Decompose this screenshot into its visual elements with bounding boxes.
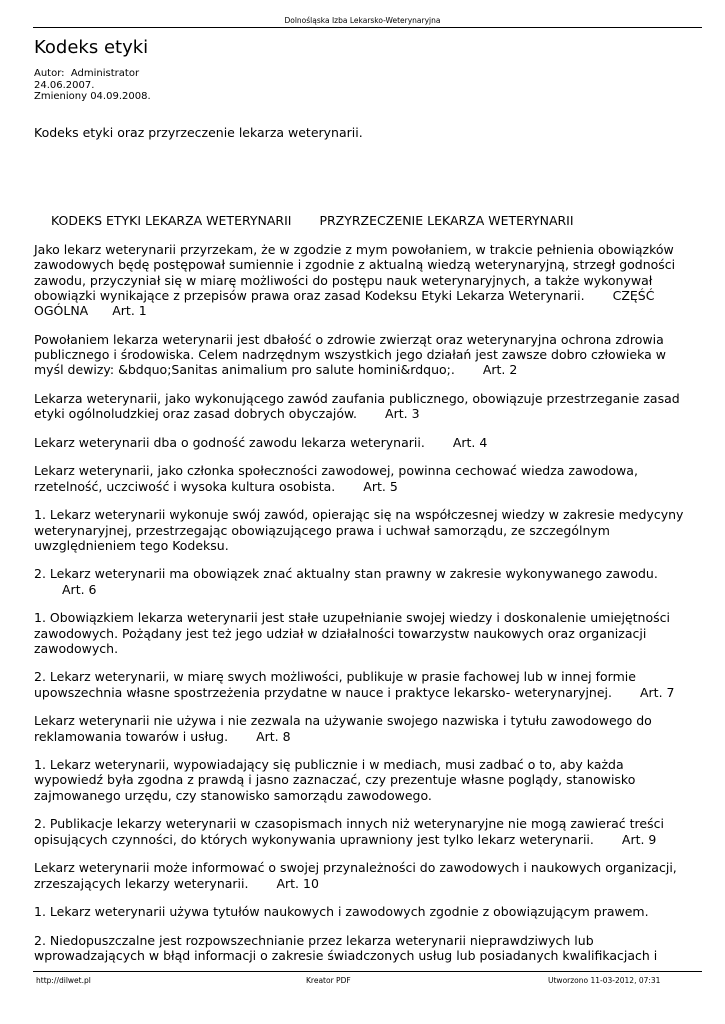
footer-divider: [33, 971, 702, 972]
modified-date: Zmieniony 04.09.2008.: [34, 91, 151, 102]
paragraph: 2. Publikacje lekarzy weterynarii w czasopismach innych niż weterynaryjne nie mogą zawierać treści opisujących czynności, do których wykonywania uprawniony jest tylko lekarz weterynarii. Art. 9: [34, 816, 664, 847]
section-headings: [34, 213, 684, 228]
paragraph: 1. Obowiązkiem lekarza weterynarii jest stałe uzupełnianie swojej wiedzy i doskonalenie umiejętności zawodowych. Pożądany jest też jego udział w działalności towarzystw naukowych oraz organizacji zawodowych.: [34, 610, 670, 656]
paragraph: 1. Lekarz weterynarii używa tytułów naukowych i zawodowych zgodnie z obowiązującym prawem.: [34, 904, 649, 920]
paragraph: 2. Lekarz weterynarii ma obowiązek znać aktualny stan prawny w zakresie wykonywanego zawodu.Art. 6: [34, 566, 658, 597]
page-header-org: Dolnośląska Izba Lekarsko-Weterynaryjna: [284, 16, 441, 25]
article-body: [34, 213, 684, 977]
paragraph: 2. Niedopuszczalne jest rozpowszechnianie przez lekarza weterynarii nieprawdziwych lub wprowadzających w błąd informacji o zakresie świadczonych usług lub posiadanych kwalifikacjach i: [34, 932, 658, 964]
paragraph: Lekarz weterynarii, jako członka społeczności zawodowej, powinna cechować wiedza zawodowa, rzetelność, uczciwość i wysoka kultura osobista. Art. 5: [34, 463, 638, 494]
paragraph: 1. Lekarz weterynarii wykonuje swój zawód, opierając się na współczesnej wiedzy w zakresie medycyny weterynaryjnej, przestrzegając obowiązującego prawa i uchwał samorządu, ze szczególnym uwzględnieniem tego Kodeksu.: [34, 507, 684, 553]
header-divider: [33, 27, 702, 28]
paragraph: Lekarz weterynarii nie używa i nie zezwala na używanie swojego nazwiska i tytułu zawodowego do reklamowania towarów i usług. Art. 8: [34, 713, 652, 744]
paragraph: 2. Lekarz weterynarii, w miarę swych możliwości, publikuje w prasie fachowej lub w innej formie upowszechnia własne spostrzeżenia przydatne w nauce i praktyce lekarsko- weterynaryjnej. Art. 7: [34, 669, 675, 700]
page-title: Kodeks etyki: [34, 37, 149, 58]
created-date: 24.06.2007.: [34, 79, 95, 91]
paragraph: 1. Lekarz weterynarii, wypowiadający się publicznie i w mediach, musi zadbać o to, aby każda wypowiedź była zgodna z prawdą i jasno zaznaczać, czy prezentuje własne poglądy, stanowisko zajmowanego urzędu, czy stanowisko samorządu zawodowego.: [34, 757, 636, 803]
paragraph: Powołaniem lekarza weterynarii jest dbałość o zdrowie zwierząt oraz weterynaryjna ochrona zdrowia publicznego i środowiska. Celem nadrzędnym wszystkich jego działań jest zawsze dobro człowieka w myśl dewizy: &bdquo;Sanitas animalium pro salute homini&rdquo;. Art. 2: [34, 331, 666, 378]
footer-created: Utworzono 11-03-2012, 07:31: [548, 976, 661, 985]
footer-url-link[interactable]: http://dilwet.pl: [36, 976, 91, 985]
article-intro: Kodeks etyki oraz przyrzeczenie lekarza weterynarii.: [34, 125, 363, 140]
paragraph: Lekarz weterynarii może informować o swojej przynależności do zawodowych i naukowych organizacji, zrzeszających lekarzy weterynarii. Art. 10: [34, 860, 677, 891]
article-meta: [34, 68, 151, 103]
paragraph: Jako lekarz weterynarii przyrzekam, że w zgodzie z mym powołaniem, w trakcie pełnienia obowiązków zawodowych będę postępował sumiennie i zgodnie z aktualną wiedzą weterynaryjną, strzegł godności zawodu, przyczyniał się w miarę możliwości do postępu nauk weterynaryjnych, a także wykonywał obowiązki wynikające z przepisów prawa oraz zasad Kodeksu Etyki Lekarza Weterynarii. CZĘŚĆ OGÓLNA Art. 1: [34, 242, 676, 319]
footer-generator: Kreator PDF: [306, 976, 351, 985]
heading-code-of-ethics: KODEKS ETYKI LEKARZA WETERYNARII: [51, 213, 292, 228]
paragraph: Lekarz weterynarii dba o godność zawodu lekarza weterynarii. Art. 4: [34, 434, 488, 450]
paragraph: Lekarza weterynarii, jako wykonującego zawód zaufania publicznego, obowiązuje przestrzeganie zasad etyki ogólnoludzkiej oraz zasad dobrych obyczajów. Art. 3: [34, 390, 680, 422]
heading-oath: PRZYRZECZENIE LEKARZA WETERYNARII: [319, 213, 574, 228]
author-line: Autor: Administrator: [34, 68, 140, 79]
